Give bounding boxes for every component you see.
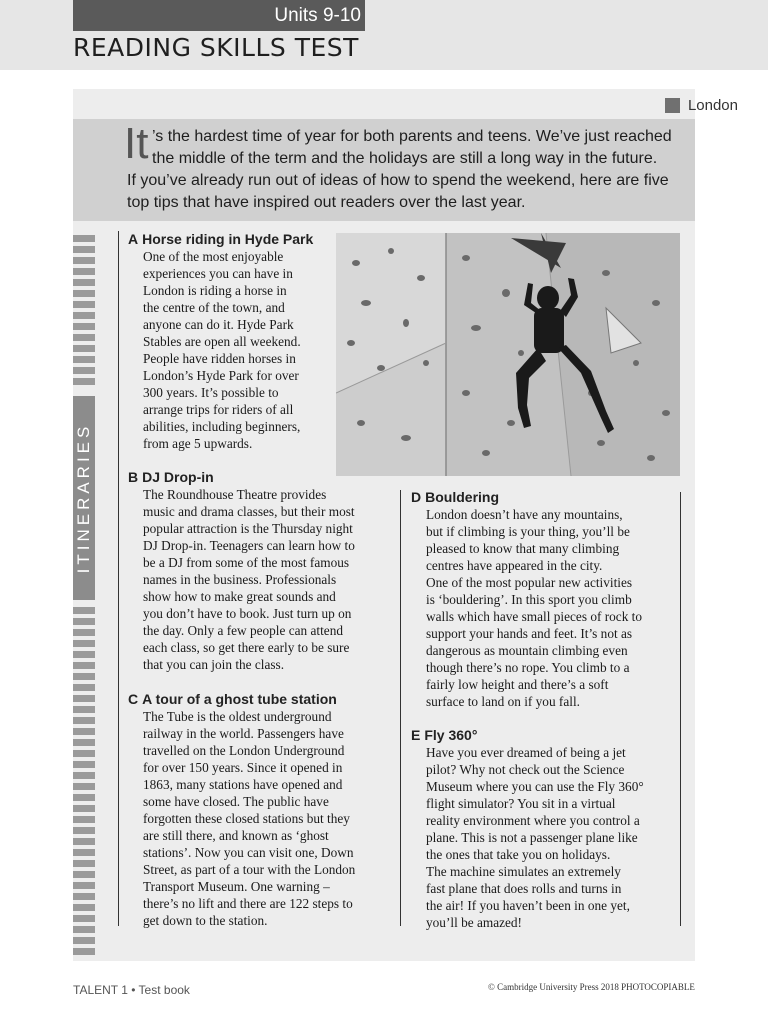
text-line: centres have appeared in the city. xyxy=(426,558,603,573)
side-stripe xyxy=(73,750,95,757)
section-letter: D xyxy=(411,489,422,505)
text-line: fast plane that does rolls and turns in xyxy=(426,881,622,896)
text-line: arrange trips for riders of all xyxy=(143,402,294,417)
text-line: surface to land on if you fall. xyxy=(426,694,580,709)
text-line: from age 5 upwards. xyxy=(143,436,253,451)
right-column-rule xyxy=(680,492,681,926)
text-line: the day. Only a few people can attend xyxy=(143,623,343,638)
text-line: The Tube is the oldest underground xyxy=(143,709,332,724)
footer-book-label: TALENT 1 • Test book xyxy=(73,983,190,997)
text-line: The machine simulates an extremely xyxy=(426,864,621,879)
side-stripe xyxy=(73,805,95,812)
text-line: each class, so get there early to be sure xyxy=(143,640,350,655)
text-line: are still there, and known as ‘ghost xyxy=(143,828,329,843)
section-title: Horse riding in Hyde Park xyxy=(142,231,314,247)
text-line: Street, as part of a tour with the London xyxy=(143,862,356,877)
text-line: you’ll be amazed! xyxy=(426,915,522,930)
intro-line: ’s the hardest time of year for both parents and teens. We’ve just reached xyxy=(152,128,672,145)
section-letter: E xyxy=(411,727,421,743)
text-line: London’s Hyde Park for over xyxy=(143,368,299,383)
text-line: pleased to know that many climbing xyxy=(426,541,620,556)
section-d-heading xyxy=(411,489,499,505)
side-stripe xyxy=(73,345,95,352)
side-stripe xyxy=(73,937,95,944)
text-line: the centre of the town, and xyxy=(143,300,285,315)
side-stripe xyxy=(73,728,95,735)
side-stripe xyxy=(73,290,95,297)
text-line: 300 years. It’s possible to xyxy=(143,385,279,400)
section-c-text xyxy=(143,708,355,929)
text-line: abilities, including beginners, xyxy=(143,419,301,434)
side-stripe xyxy=(73,695,95,702)
text-line: One of the most popular new activities xyxy=(426,575,633,590)
section-c-heading xyxy=(128,691,337,707)
side-stripe xyxy=(73,312,95,319)
text-line: you don’t have to book. Just turn up on xyxy=(143,606,352,621)
text-line: walls which have small pieces of rock to xyxy=(426,609,643,624)
text-line: 1863, many stations have opened and xyxy=(143,777,343,792)
intro-line: the middle of the term and the holidays are still a long way in the future. xyxy=(152,150,658,167)
text-line: pilot? Why not check out the Science xyxy=(426,762,625,777)
section-title: Bouldering xyxy=(425,489,500,505)
side-stripe xyxy=(73,761,95,768)
text-line: support your hands and feet. It’s not as xyxy=(426,626,633,641)
text-line: fairly low height and there’s a soft xyxy=(426,677,609,692)
intro-line: If you’ve already run out of ideas of how to spend the weekend, here are five xyxy=(127,172,669,189)
side-stripe xyxy=(73,827,95,834)
side-stripe xyxy=(73,849,95,856)
side-stripe xyxy=(73,323,95,330)
text-line: show how to make great sounds and xyxy=(143,589,336,604)
city-marker-square xyxy=(665,98,680,113)
side-stripe xyxy=(73,662,95,669)
side-stripe xyxy=(73,301,95,308)
text-line: forgotten these closed stations but they xyxy=(143,811,350,826)
side-stripe xyxy=(73,367,95,374)
text-line: is ‘bouldering’. In this sport you climb xyxy=(426,592,632,607)
intro-line: top tips that have inspired out readers over the last year. xyxy=(127,194,526,211)
text-line: for over 150 years. Since it opened in xyxy=(143,760,343,775)
page-title: READING SKILLS TEST xyxy=(73,33,359,62)
text-line: be a DJ from some of the most famous xyxy=(143,555,350,570)
side-stripe xyxy=(73,684,95,691)
text-line: People have ridden horses in xyxy=(143,351,296,366)
text-line: though there’s no rope. You climb to a xyxy=(426,660,630,675)
section-e-heading xyxy=(411,727,477,743)
city-label: London xyxy=(687,97,738,114)
section-title: Fly 360° xyxy=(424,727,478,743)
side-stripe xyxy=(73,235,95,242)
side-stripe xyxy=(73,279,95,286)
section-letter: C xyxy=(128,691,139,707)
text-line: the air! If you haven’t been in one yet, xyxy=(426,898,630,913)
text-line: there’s no lift and there are 122 steps to xyxy=(143,896,353,911)
side-stripe xyxy=(73,717,95,724)
units-label: Units 9-10 xyxy=(274,5,361,26)
side-stripe xyxy=(73,882,95,889)
section-title: DJ Drop-in xyxy=(142,469,214,485)
intro-drop-cap: It xyxy=(124,119,149,168)
text-line: anyone can do it. Hyde Park xyxy=(143,317,294,332)
text-line: but if climbing is your thing, you’ll be xyxy=(426,524,630,539)
text-line: plane. This is not a passenger plane like xyxy=(426,830,638,845)
footer-copyright: © Cambridge University Press 2018 PHOTOCOPIABLE xyxy=(488,982,695,992)
text-line: the ones that take you on holidays. xyxy=(426,847,611,862)
text-line: flight simulator? You sit in a virtual xyxy=(426,796,616,811)
text-line: Transport Museum. One warning – xyxy=(143,879,330,894)
section-a-heading xyxy=(128,231,313,247)
text-line: stations’. Now you can visit one, Down xyxy=(143,845,354,860)
side-stripe xyxy=(73,904,95,911)
text-line: Stables are open all weekend. xyxy=(143,334,301,349)
text-line: dangerous as mountain climbing even xyxy=(426,643,628,658)
section-b-heading xyxy=(128,469,214,485)
side-stripe xyxy=(73,618,95,625)
side-stripe xyxy=(73,816,95,823)
side-stripe xyxy=(73,706,95,713)
text-line: DJ Drop-in. Teenagers can learn how to xyxy=(143,538,355,553)
section-letter: B xyxy=(128,469,139,485)
side-stripe xyxy=(73,607,95,614)
text-line: Museum where you can use the Fly 360° xyxy=(426,779,644,794)
climbing-wall-illustration xyxy=(336,233,680,476)
side-stripe xyxy=(73,640,95,647)
section-a-text xyxy=(143,248,301,452)
climbing-photo xyxy=(336,233,680,476)
side-stripe xyxy=(73,926,95,933)
text-line: London doesn’t have any mountains, xyxy=(426,507,623,522)
text-line: Have you ever dreamed of being a jet xyxy=(426,745,626,760)
side-stripe xyxy=(73,772,95,779)
section-title: A tour of a ghost tube station xyxy=(142,691,337,707)
side-stripe xyxy=(73,268,95,275)
text-line: One of the most enjoyable xyxy=(143,249,284,264)
side-stripe xyxy=(73,871,95,878)
middle-column-rule xyxy=(400,490,401,926)
side-stripe xyxy=(73,739,95,746)
side-stripe xyxy=(73,860,95,867)
side-stripe xyxy=(73,651,95,658)
side-stripe xyxy=(73,838,95,845)
text-line: get down to the station. xyxy=(143,913,268,928)
side-stripe xyxy=(73,783,95,790)
text-line: some have closed. The public have xyxy=(143,794,329,809)
side-stripe xyxy=(73,334,95,341)
side-stripe xyxy=(73,356,95,363)
side-stripe xyxy=(73,673,95,680)
section-d-text xyxy=(426,506,642,710)
section-b-text xyxy=(143,486,355,673)
text-line: popular attraction is the Thursday night xyxy=(143,521,353,536)
section-letter: A xyxy=(128,231,139,247)
text-line: music and drama classes, but their most xyxy=(143,504,355,519)
side-stripe xyxy=(73,794,95,801)
text-line: railway in the world. Passengers have xyxy=(143,726,344,741)
text-line: London is riding a horse in xyxy=(143,283,287,298)
units-label-box xyxy=(73,0,365,31)
side-stripe xyxy=(73,948,95,955)
side-stripe xyxy=(73,915,95,922)
side-stripe xyxy=(73,246,95,253)
side-tab-label: ITINERARIES xyxy=(74,422,93,574)
side-stripe xyxy=(73,378,95,385)
text-line: that you can join the class. xyxy=(143,657,285,672)
section-e-text xyxy=(426,744,644,931)
text-line: reality environment where you control a xyxy=(426,813,640,828)
left-column-rule xyxy=(118,231,119,926)
text-line: The Roundhouse Theatre provides xyxy=(143,487,327,502)
text-line: experiences you can have in xyxy=(143,266,293,281)
text-line: travelled on the London Underground xyxy=(143,743,345,758)
side-stripe xyxy=(73,893,95,900)
side-stripe xyxy=(73,257,95,264)
text-line: names in the business. Professionals xyxy=(143,572,337,587)
side-stripe xyxy=(73,629,95,636)
